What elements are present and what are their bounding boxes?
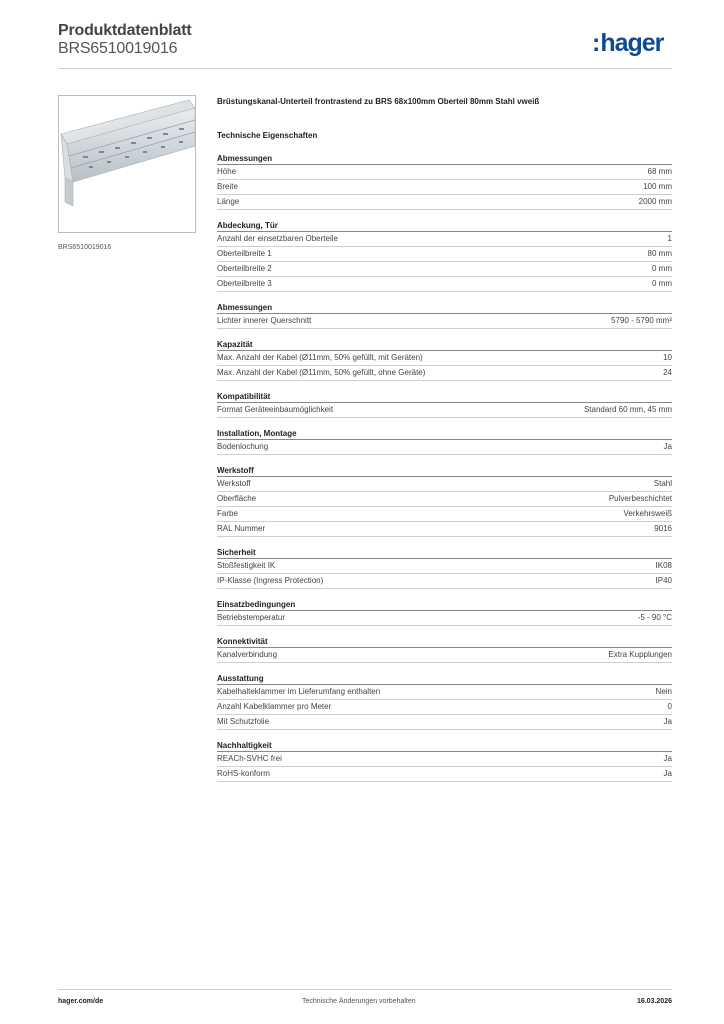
product-title: Brüstungskanal-Unterteil frontrastend zu BRS 68x100mm Oberteil 80mm Stahl vweiß xyxy=(217,97,540,106)
spec-section xyxy=(217,390,672,418)
spec-value: Extra Kupplungen xyxy=(608,650,672,659)
spec-value: Verkehrsweiß xyxy=(623,509,672,518)
section-heading: Kompatibilität xyxy=(217,390,672,403)
spec-label: Bodenlochung xyxy=(217,442,269,451)
spec-value: Ja xyxy=(663,769,672,778)
spec-row xyxy=(217,247,672,262)
section-heading: Werkstoff xyxy=(217,464,672,477)
footer-divider xyxy=(58,989,672,990)
spec-label: Betriebstemperatur xyxy=(217,613,286,622)
spec-label: Max. Anzahl der Kabel (Ø11mm, 50% gefüllt, ohne Geräte) xyxy=(217,368,426,377)
spec-label: Max. Anzahl der Kabel (Ø11mm, 50% gefüllt, mit Geräten) xyxy=(217,353,423,362)
spec-value: 24 xyxy=(663,368,672,377)
spec-row xyxy=(217,262,672,277)
spec-value: -5 - 90 °C xyxy=(637,613,672,622)
spec-section xyxy=(217,635,672,663)
spec-value: IK08 xyxy=(655,561,672,570)
cable-duct-image xyxy=(59,96,195,232)
spec-label: IP-Klasse (Ingress Protection) xyxy=(217,576,324,585)
footer-disclaimer: Technische Änderungen vorbehalten xyxy=(302,998,416,1005)
logo-dots: : xyxy=(592,29,600,57)
spec-value: Nein xyxy=(655,687,672,696)
spec-section xyxy=(217,672,672,730)
spec-sections xyxy=(217,152,672,782)
spec-label: Kabelhalteklammer im Lieferumfang enthalten xyxy=(217,687,381,696)
footer-website[interactable]: hager.com/de xyxy=(58,998,104,1005)
spec-row xyxy=(217,492,672,507)
spec-section xyxy=(217,598,672,626)
spec-value: IP40 xyxy=(655,576,672,585)
document-product-code: BRS6510019016 xyxy=(58,40,178,57)
image-caption: BRS6510019016 xyxy=(58,244,112,251)
spec-row xyxy=(217,440,672,455)
spec-section xyxy=(217,338,672,381)
spec-row xyxy=(217,366,672,381)
spec-label: Anzahl der einsetzbaren Oberteile xyxy=(217,234,338,243)
spec-row xyxy=(217,752,672,767)
spec-label: RAL Nummer xyxy=(217,524,266,533)
section-heading: Kapazität xyxy=(217,338,672,351)
spec-row xyxy=(217,648,672,663)
spec-row xyxy=(217,403,672,418)
spec-label: Anzahl Kabelklammer pro Meter xyxy=(217,702,332,711)
spec-value: 80 mm xyxy=(647,249,672,258)
section-heading: Einsatzbedingungen xyxy=(217,598,672,611)
spec-row xyxy=(217,180,672,195)
spec-label: Oberfläche xyxy=(217,494,257,503)
spec-section xyxy=(217,219,672,292)
spec-value: 100 mm xyxy=(643,182,672,191)
section-heading: Nachhaltigkeit xyxy=(217,739,672,752)
section-heading: Konnektivität xyxy=(217,635,672,648)
spec-row xyxy=(217,165,672,180)
section-heading: Abdeckung, Tür xyxy=(217,219,672,232)
spec-value: 0 xyxy=(667,702,672,711)
spec-row xyxy=(217,477,672,492)
spec-value: 68 mm xyxy=(647,167,672,176)
logo-text: hager xyxy=(600,29,664,57)
header-divider xyxy=(58,68,672,69)
spec-value: 10 xyxy=(663,353,672,362)
spec-section xyxy=(217,739,672,782)
spec-row xyxy=(217,611,672,626)
spec-value: 1 xyxy=(667,234,672,243)
spec-label: Kanalverbindung xyxy=(217,650,278,659)
section-heading: Abmessungen xyxy=(217,152,672,165)
spec-row xyxy=(217,559,672,574)
tech-properties-title: Technische Eigenschaften xyxy=(217,131,318,140)
spec-row xyxy=(217,232,672,247)
spec-label: Farbe xyxy=(217,509,238,518)
spec-value: 0 mm xyxy=(652,264,672,273)
footer-date: 16.03.2026 xyxy=(636,998,672,1005)
spec-value: Ja xyxy=(663,717,672,726)
spec-value: 0 mm xyxy=(652,279,672,288)
spec-label: Lichter innerer Querschnitt xyxy=(217,316,312,325)
hager-logo[interactable] xyxy=(592,29,663,58)
section-heading: Abmessungen xyxy=(217,301,672,314)
spec-row xyxy=(217,685,672,700)
spec-value: Standard 60 mm, 45 mm xyxy=(583,405,672,414)
spec-label: RoHS-konform xyxy=(217,769,270,778)
spec-label: Länge xyxy=(217,197,240,206)
spec-label: Höhe xyxy=(217,167,237,176)
section-heading: Sicherheit xyxy=(217,546,672,559)
spec-value: Pulverbeschichtet xyxy=(608,494,672,503)
spec-content xyxy=(217,96,672,782)
spec-value: 2000 mm xyxy=(638,197,672,206)
spec-section xyxy=(217,546,672,589)
spec-label: REACh-SVHC frei xyxy=(217,754,282,763)
spec-section xyxy=(217,427,672,455)
spec-row xyxy=(217,522,672,537)
spec-value: Ja xyxy=(663,754,672,763)
spec-section xyxy=(217,152,672,210)
section-heading: Installation, Montage xyxy=(217,427,672,440)
spec-row xyxy=(217,700,672,715)
spec-label: Stoßfestigkeit IK xyxy=(217,561,276,570)
spec-value: 9016 xyxy=(654,524,672,533)
spec-row xyxy=(217,314,672,329)
product-image xyxy=(58,95,196,233)
spec-row xyxy=(217,351,672,366)
spec-label: Oberteilbreite 2 xyxy=(217,264,272,273)
spec-value: Ja xyxy=(663,442,672,451)
spec-label: Oberteilbreite 3 xyxy=(217,279,272,288)
spec-row xyxy=(217,277,672,292)
spec-section xyxy=(217,301,672,329)
spec-label: Breite xyxy=(217,182,238,191)
section-heading: Ausstattung xyxy=(217,672,672,685)
spec-value: 5790 - 5790 mm² xyxy=(611,316,672,325)
spec-label: Mit Schutzfolie xyxy=(217,717,270,726)
spec-row xyxy=(217,507,672,522)
spec-value: Stahl xyxy=(653,479,672,488)
spec-label: Format Geräteeinbaumöglichkeit xyxy=(217,405,334,414)
spec-row xyxy=(217,195,672,210)
spec-row xyxy=(217,715,672,730)
spec-row xyxy=(217,574,672,589)
spec-label: Werkstoff xyxy=(217,479,251,488)
spec-section xyxy=(217,464,672,537)
spec-label: Oberteilbreite 1 xyxy=(217,249,272,258)
document-title: Produktdatenblatt xyxy=(58,22,192,39)
spec-row xyxy=(217,767,672,782)
